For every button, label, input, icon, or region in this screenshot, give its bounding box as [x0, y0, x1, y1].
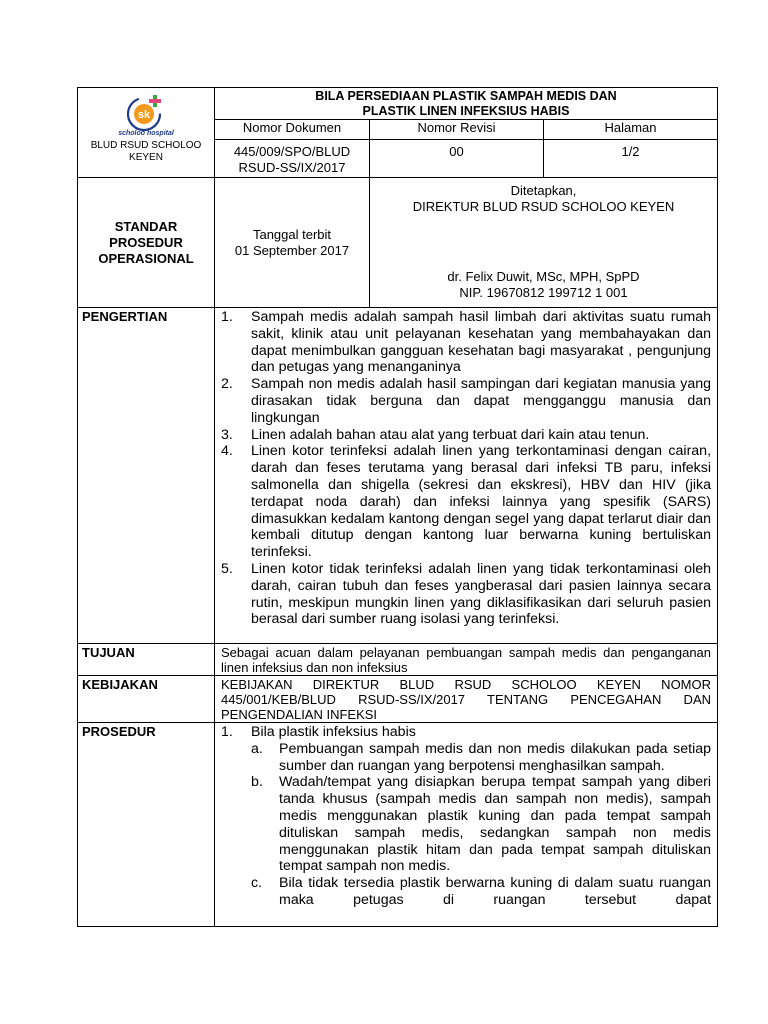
logo-cell	[78, 88, 215, 178]
page-value: 1/2	[544, 140, 718, 178]
sub-list-item: b. Wadah/tempat yang disiapkan berupa tempat sampah yang diberi tanda khusus (sampah medis dan sampah non medis), sampah medis menggunakan plastik kuning dan pada tempat sampah dituliskan sampah medis, sedangkan sampah non medis menggunakan plastik hitam dan pada tempat sampah dituliskan tempat sampah non medis.	[251, 774, 712, 875]
sop-label	[78, 178, 215, 308]
pengertian-label: PENGERTIAN	[78, 308, 215, 644]
sub-list-item: c. Bila tidak tersedia plastik berwarna kuning di dalam suatu ruangan maka petugas di ruangan tersebut dapat	[251, 875, 712, 908]
sub-list-item: a. Pembuangan sampah medis dan non medis dilakukan pada setiap sumber dan ruangan yang berpotensi menghasilkan sampah.	[251, 740, 712, 774]
sop-label-line-3: OPERASIONAL	[98, 250, 194, 266]
list-item: 5. Linen kotor tidak terinfeksi adalah linen yang tidak terkontaminasi oleh darah, cairan tubuh dan feses yangberasal dari pasien lainnya secara rutin, meskipun mungkin linen yang diklasifikasikan dari seluruh pasien berasal dari sumber ruang isolasi yang terinfeksi.	[221, 560, 712, 628]
doc-number-value: 445/009/SPO/BLUD RSUD-SS/IX/2017	[215, 140, 370, 178]
tujuan-text: Sebagai acuan dalam pelayanan pembuangan sampah medis dan penganganan linen infeksius dan non infeksius	[215, 644, 718, 676]
list-item: 4. Linen kotor terinfeksi adalah linen yang terkontaminasi dengan cairan, darah dan feses terutama yang berasal dari infeksi TB paru, infeksi salmonella dan shigella (sekresi dan ekskresi), HBV dan HIV (jika terdapat noda darah) dan infeksi lainnya yang spesifik (SARS) dimasukkan kedalam kantong dengan segel yang dapat terlarut diair dan kembali ditutup dengan kantong luar berwarna kuning bertuliskan terinfeksi.	[221, 443, 712, 561]
approval-cell	[370, 178, 718, 308]
doc-number-label: Nomor Dokumen	[215, 120, 370, 140]
kebijakan-text: KEBIJAKAN DIREKTUR BLUD RSUD SCHOLOO KEYEN NOMOR 445/001/KEB/BLUD RSUD-SS/IX/2017 TENTANG PENCEGAHAN DAN PENGENDALIAN INFEKSI	[215, 676, 718, 723]
title-line-2: PLASTIK LINEN INFEKSIUS HABIS	[362, 104, 570, 118]
hospital-name: BLUD RSUD SCHOLOO KEYEN	[90, 140, 202, 163]
prosedur-content	[215, 723, 718, 927]
sop-label-line-2: PROSEDUR	[109, 234, 183, 250]
page-label: Halaman	[544, 120, 718, 140]
sop-label-line-1: STANDAR	[114, 218, 178, 234]
list-item: 1. Sampah medis adalah sampah hasil limbah dari aktivitas suatu rumah sakit, klinik atau unit pelayanan kesehatan yang membahayakan dan dapat menimbulkan gangguan kesehatan bagi masyarakat , pengunjung dan petugas yang menanganinya	[221, 309, 712, 376]
pengertian-content	[215, 308, 718, 644]
issue-cell	[215, 178, 370, 308]
list-item: 1. Bila plastik infeksius habis	[221, 724, 416, 740]
rev-number-label: Nomor Revisi	[370, 120, 544, 140]
hospital-logo-icon	[120, 92, 172, 132]
sop-document	[77, 87, 717, 927]
kebijakan-label: KEBIJAKAN	[78, 676, 215, 723]
issue-label: Tanggal terbit	[252, 226, 332, 242]
issue-date: 01 September 2017	[234, 242, 350, 258]
tujuan-label: TUJUAN	[78, 644, 215, 676]
director-title: DIREKTUR BLUD RSUD SCHOLOO KEYEN	[412, 199, 675, 214]
document-title	[215, 88, 718, 120]
list-item: 3. Linen adalah bahan atau alat yang terbuat dari kain atau tenun.	[221, 426, 650, 443]
logo-text: scholoo hospital	[118, 130, 174, 137]
list-item: 2. Sampah non medis adalah hasil sampingan dari kegiatan manusia yang dirasakan tidak berguna dan dapat mengganggu manusia dan lingkungan	[221, 376, 712, 426]
set-label: Ditetapkan,	[510, 183, 577, 198]
prosedur-label: PROSEDUR	[78, 723, 215, 927]
logo-initials: sk	[137, 109, 151, 121]
signer-nip: NIP. 19670812 199712 1 001	[459, 285, 628, 300]
signer-name: dr. Felix Duwit, MSc, MPH, SpPD	[447, 269, 640, 284]
title-line-1: BILA PERSEDIAAN PLASTIK SAMPAH MEDIS DAN	[315, 89, 617, 103]
rev-number-value: 00	[370, 140, 544, 178]
